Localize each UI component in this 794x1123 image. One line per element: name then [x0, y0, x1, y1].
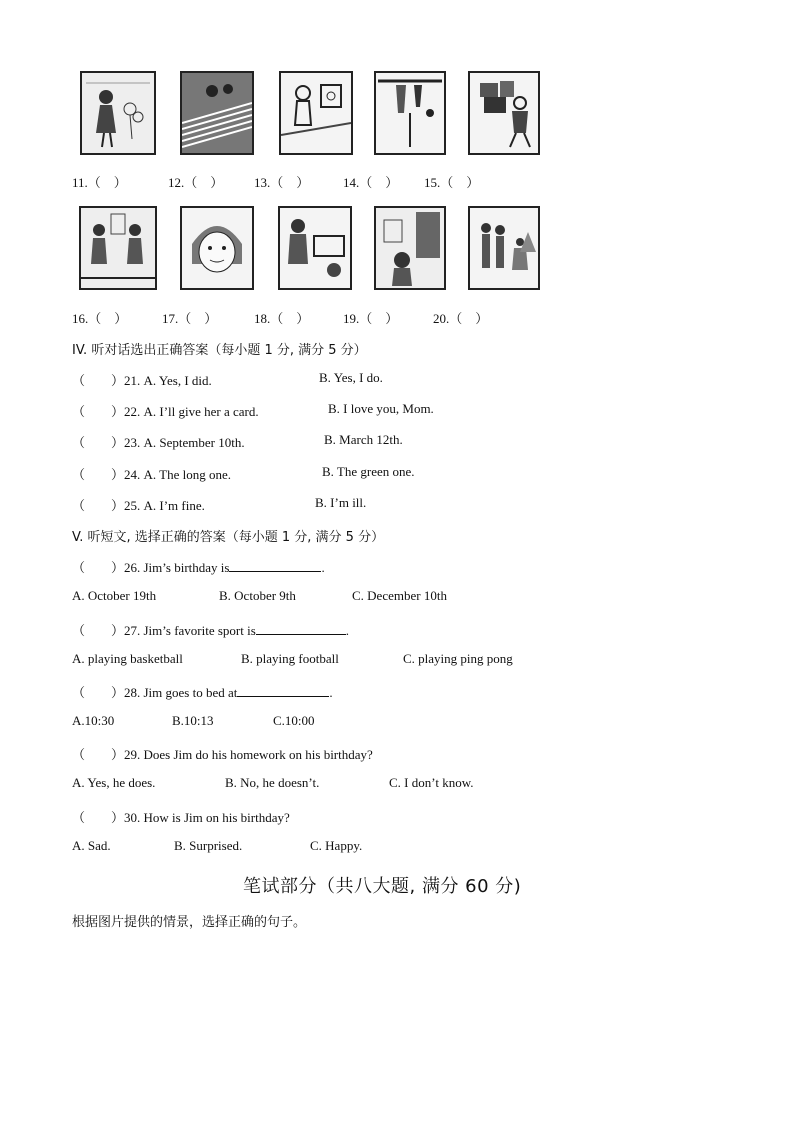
- q15-label: 15.（ ）: [424, 175, 480, 190]
- q28-option-b: B.10:13: [172, 713, 214, 728]
- written-instruction: 根据图片提供的情景，选择正确的句子。: [72, 915, 307, 930]
- q22-option-b: B. I love you, Mom.: [328, 401, 434, 416]
- kids-on-bench-icon: [182, 73, 252, 153]
- q11-label: 11.（ ）: [72, 175, 127, 190]
- section-4-title: IV. 听对话选出正确答案（每小题 1 分, 满分 5 分）: [72, 343, 367, 358]
- q21-option-b: B. Yes, I do.: [319, 370, 383, 385]
- q24-option-b: B. The green one.: [322, 464, 415, 479]
- q30-option-b: B. Surprised.: [174, 838, 243, 853]
- q26-period: .: [321, 560, 325, 575]
- written-part-title: 笔试部分（共八大题, 满分 60 分): [243, 876, 522, 897]
- woman-with-blackboard-icon: [280, 208, 350, 288]
- picture-18: [278, 206, 352, 290]
- q25-option-a: （ ）25. A. I’m fine.: [72, 498, 205, 513]
- q28-period: .: [329, 685, 333, 700]
- q16-label: 16.（ ）: [72, 311, 128, 326]
- q29-option-c: C. I don’t know.: [389, 775, 474, 790]
- q28-answer-blank[interactable]: [237, 684, 329, 697]
- q24-option-a: （ ）24. A. The long one.: [72, 467, 231, 482]
- q29-option-a: A. Yes, he does.: [72, 775, 156, 790]
- q27-period: .: [345, 623, 350, 638]
- picture-11: [80, 71, 156, 155]
- family-standing-icon: [470, 208, 538, 288]
- q29-option-b: B. No, he doesn’t.: [225, 775, 320, 790]
- q28-stem-text: （ ）28. Jim goes to bed at: [72, 685, 238, 700]
- q28-option-c: C.10:00: [273, 713, 315, 728]
- q23-option-a: （ ）23. A. September 10th.: [72, 435, 245, 450]
- q27-stem: [72, 620, 349, 639]
- q26-option-a: A. October 19th: [72, 588, 157, 603]
- q30-option-a: A. Sad.: [72, 838, 111, 853]
- coat-rack-icon: [376, 73, 444, 153]
- q28-stem: [72, 682, 333, 701]
- q27-option-a: A. playing basketball: [72, 651, 183, 666]
- q30-stem: （ ）30. How is Jim on his birthday?: [72, 810, 290, 825]
- picture-16: [79, 206, 157, 290]
- q18-label: 18.（ ）: [254, 311, 310, 326]
- picture-14: [374, 71, 446, 155]
- picture-17: [180, 206, 254, 290]
- q26-stem: [72, 557, 325, 576]
- q22-option-a: （ ）22. A. I’ll give her a card.: [72, 404, 259, 419]
- q14-label: 14.（ ）: [343, 175, 399, 190]
- picture-13: [279, 71, 353, 155]
- girl-with-picture-icon: [281, 73, 351, 153]
- q23-option-b: B. March 12th.: [324, 432, 403, 447]
- q13-label: 13.（ ）: [254, 175, 310, 190]
- q17-label: 17.（ ）: [162, 311, 218, 326]
- section-5-title: V. 听短文, 选择正确的答案（每小题 1 分, 满分 5 分）: [72, 530, 385, 545]
- q26-option-b: B. October 9th: [219, 588, 296, 603]
- picture-15: [468, 71, 540, 155]
- q27-answer-blank[interactable]: [256, 622, 346, 635]
- girl-with-flowers-icon: [82, 73, 154, 153]
- q27-stem-text: （ ）27. Jim’s favorite sport is: [72, 623, 256, 638]
- q19-label: 19.（ ）: [343, 311, 399, 326]
- girl-face-icon: [182, 208, 252, 288]
- q27-option-c: C. playing ping pong: [403, 651, 513, 666]
- q20-label: 20.（ ）: [433, 311, 489, 326]
- q21-option-a: （ ）21. A. Yes, I did.: [72, 373, 212, 388]
- picture-19: [374, 206, 446, 290]
- boy-in-room-icon: [376, 208, 444, 288]
- picture-20: [468, 206, 540, 290]
- q12-label: 12.（ ）: [168, 175, 224, 190]
- q29-stem: （ ）29. Does Jim do his homework on his birthday?: [72, 747, 373, 762]
- q25-option-b: B. I’m ill.: [315, 495, 367, 510]
- q27-option-b: B. playing football: [241, 651, 339, 666]
- picture-12: [180, 71, 254, 155]
- q30-option-c: C. Happy.: [310, 838, 363, 853]
- q26-stem-text: （ ）26. Jim’s birthday is: [72, 560, 230, 575]
- q26-answer-blank[interactable]: [229, 559, 321, 572]
- q26-option-c: C. December 10th: [352, 588, 447, 603]
- person-with-boxes-icon: [470, 73, 538, 153]
- q28-option-a: A.10:30: [72, 713, 115, 728]
- two-girls-icon: [81, 208, 155, 288]
